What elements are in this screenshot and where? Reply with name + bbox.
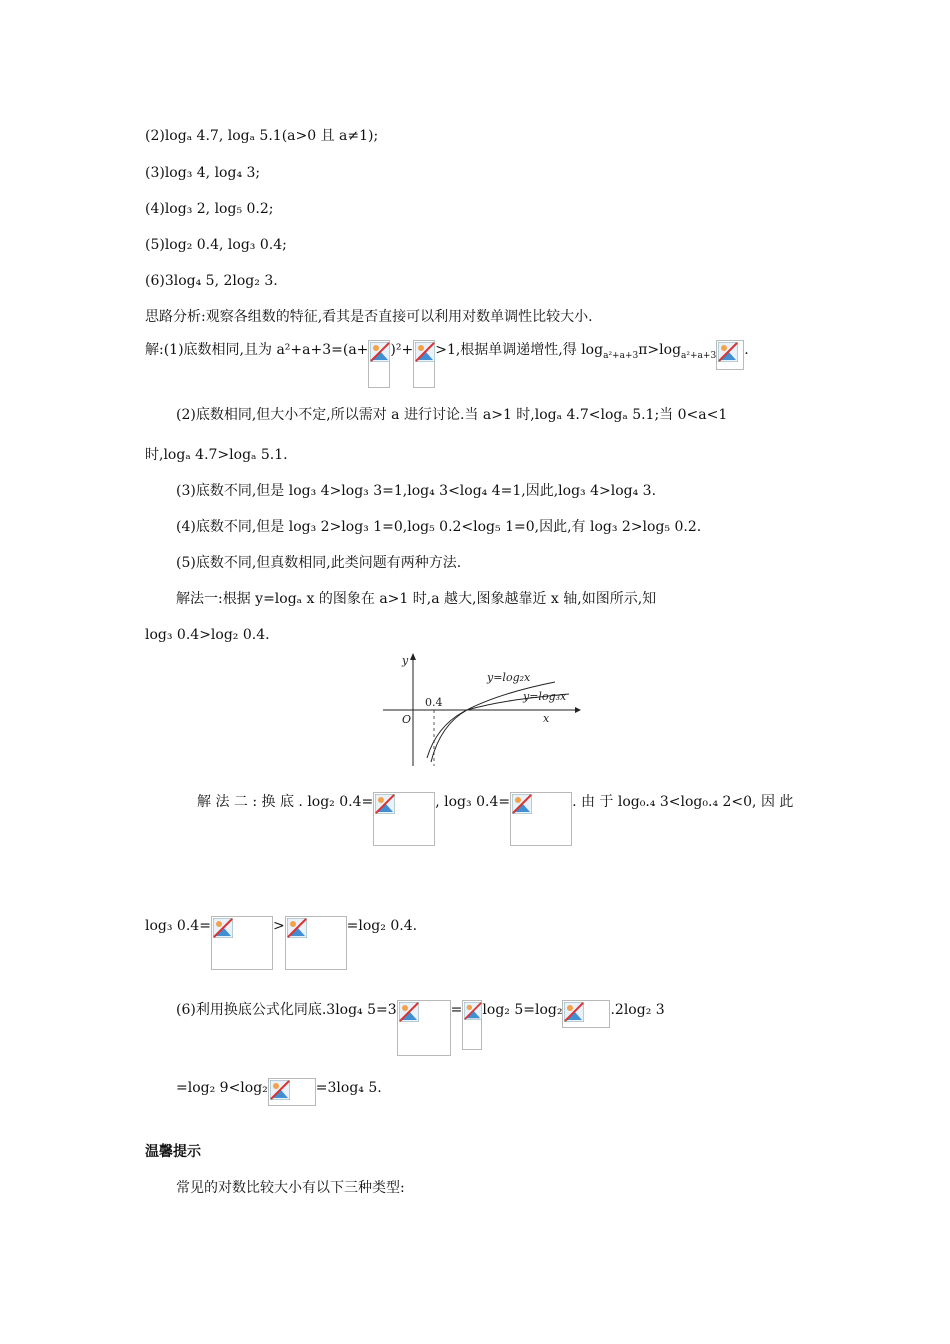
method-2-text-b: , log₃ 0.4= (435, 794, 511, 810)
solution-1-text-c: >1,根据单调递增性,得 log (435, 342, 604, 358)
solution-6-text-d: .2log₂ 3 (610, 1002, 665, 1018)
method-2-text-f: =log₂ 0.4. (346, 918, 418, 934)
solution-6-text-f: =3log₄ 5. (315, 1080, 382, 1096)
curve-label-2: y=log₃x (523, 690, 567, 703)
solution-4: (4)底数不同,但是 log₃ 2>log₃ 1=0,log₅ 0.2<log₅ 1=0,因此,有 log₃ 2>log₅ 0.2. (176, 519, 702, 535)
solution-6-text-c: log₂ 5=log₂ (482, 1002, 563, 1018)
solution-1-text-a: 解:(1)底数相同,且为 a²+a+3=(a+ (145, 342, 369, 358)
question-6: (6)3log₄ 5, 2log₂ 3. (145, 273, 278, 289)
method-2-text-e: > (272, 918, 285, 934)
solution-5: (5)底数不同,但真数相同,此类问题有两种方法. (176, 555, 462, 571)
method-2-text-d: log₃ 0.4= (145, 918, 211, 934)
method-2-line-1 (197, 792, 793, 846)
question-2: (2)logₐ 4.7, logₐ 5.1(a>0 且 a≠1); (145, 128, 379, 144)
question-3: (3)log₃ 4, log₄ 3; (145, 165, 261, 181)
method-1-line-2: log₃ 0.4>log₂ 0.4. (145, 627, 270, 643)
solution-2-line-2: 时,logₐ 4.7>logₐ 5.1. (145, 447, 288, 463)
origin-label: O (402, 713, 412, 726)
method-2-text-a: 解 法 二 : 换 底 . log₂ 0.4= (197, 794, 374, 810)
broken-image-icon (285, 916, 347, 970)
method-1-line-1: 解法一:根据 y=logₐ x 的图象在 a>1 时,a 越大,图象越靠近 x 轴,如图所示,知 (176, 591, 657, 607)
curve-label-1: y=log₂x (487, 671, 531, 684)
x-axis-label: x (543, 712, 550, 725)
broken-image-icon (413, 340, 435, 388)
solution-6-line-1 (176, 1000, 665, 1056)
question-5: (5)log₂ 0.4, log₃ 0.4; (145, 237, 287, 253)
broken-image-icon (268, 1078, 316, 1106)
broken-image-icon (397, 1000, 451, 1056)
broken-image-icon (368, 340, 390, 388)
analysis-text: 思路分析:观察各组数的特征,看其是否直接可以利用对数单调性比较大小. (145, 309, 593, 325)
broken-image-icon (462, 1000, 482, 1050)
solution-2-line-1: (2)底数相同,但大小不定,所以需对 a 进行讨论.当 a>1 时,logₐ 4.7<logₐ 5.1;当 0<a<1 (176, 407, 728, 423)
solution-1 (145, 340, 749, 390)
broken-image-icon (211, 916, 273, 970)
subscript: a²+a+3 (603, 350, 639, 361)
question-4: (4)log₃ 2, log₅ 0.2; (145, 201, 274, 217)
solution-3: (3)底数不同,但是 log₃ 4>log₃ 3=1,log₄ 3<log₄ 4=1,因此,log₃ 4>log₄ 3. (176, 483, 657, 499)
solution-6-text-a: (6)利用换底公式化同底.3log₄ 5=3 (176, 1002, 397, 1018)
solution-1-text-end: . (744, 342, 749, 358)
broken-image-icon (562, 1000, 610, 1028)
y-axis-label: y (402, 654, 409, 667)
solution-1-text-b: )²+ (390, 342, 414, 358)
tip-body: 常见的对数比较大小有以下三种类型: (176, 1180, 405, 1196)
solution-6-line-2 (176, 1078, 382, 1108)
method-2-line-2 (145, 916, 417, 970)
broken-image-icon (510, 792, 572, 846)
tip-title: 温馨提示 (145, 1144, 201, 1160)
method-2-text-c: . 由 于 log₀.₄ 3<log₀.₄ 2<0, 因 此 (572, 794, 794, 810)
subscript: a²+a+3 (681, 350, 717, 361)
broken-image-icon (716, 340, 744, 370)
log-graph (375, 650, 585, 768)
solution-1-text-d: π>log (638, 342, 682, 358)
solution-6-text-b: = (450, 1002, 463, 1018)
broken-image-icon (373, 792, 435, 846)
tick-label: 0.4 (425, 696, 443, 709)
solution-6-text-e: =log₂ 9<log₂ (176, 1080, 268, 1096)
